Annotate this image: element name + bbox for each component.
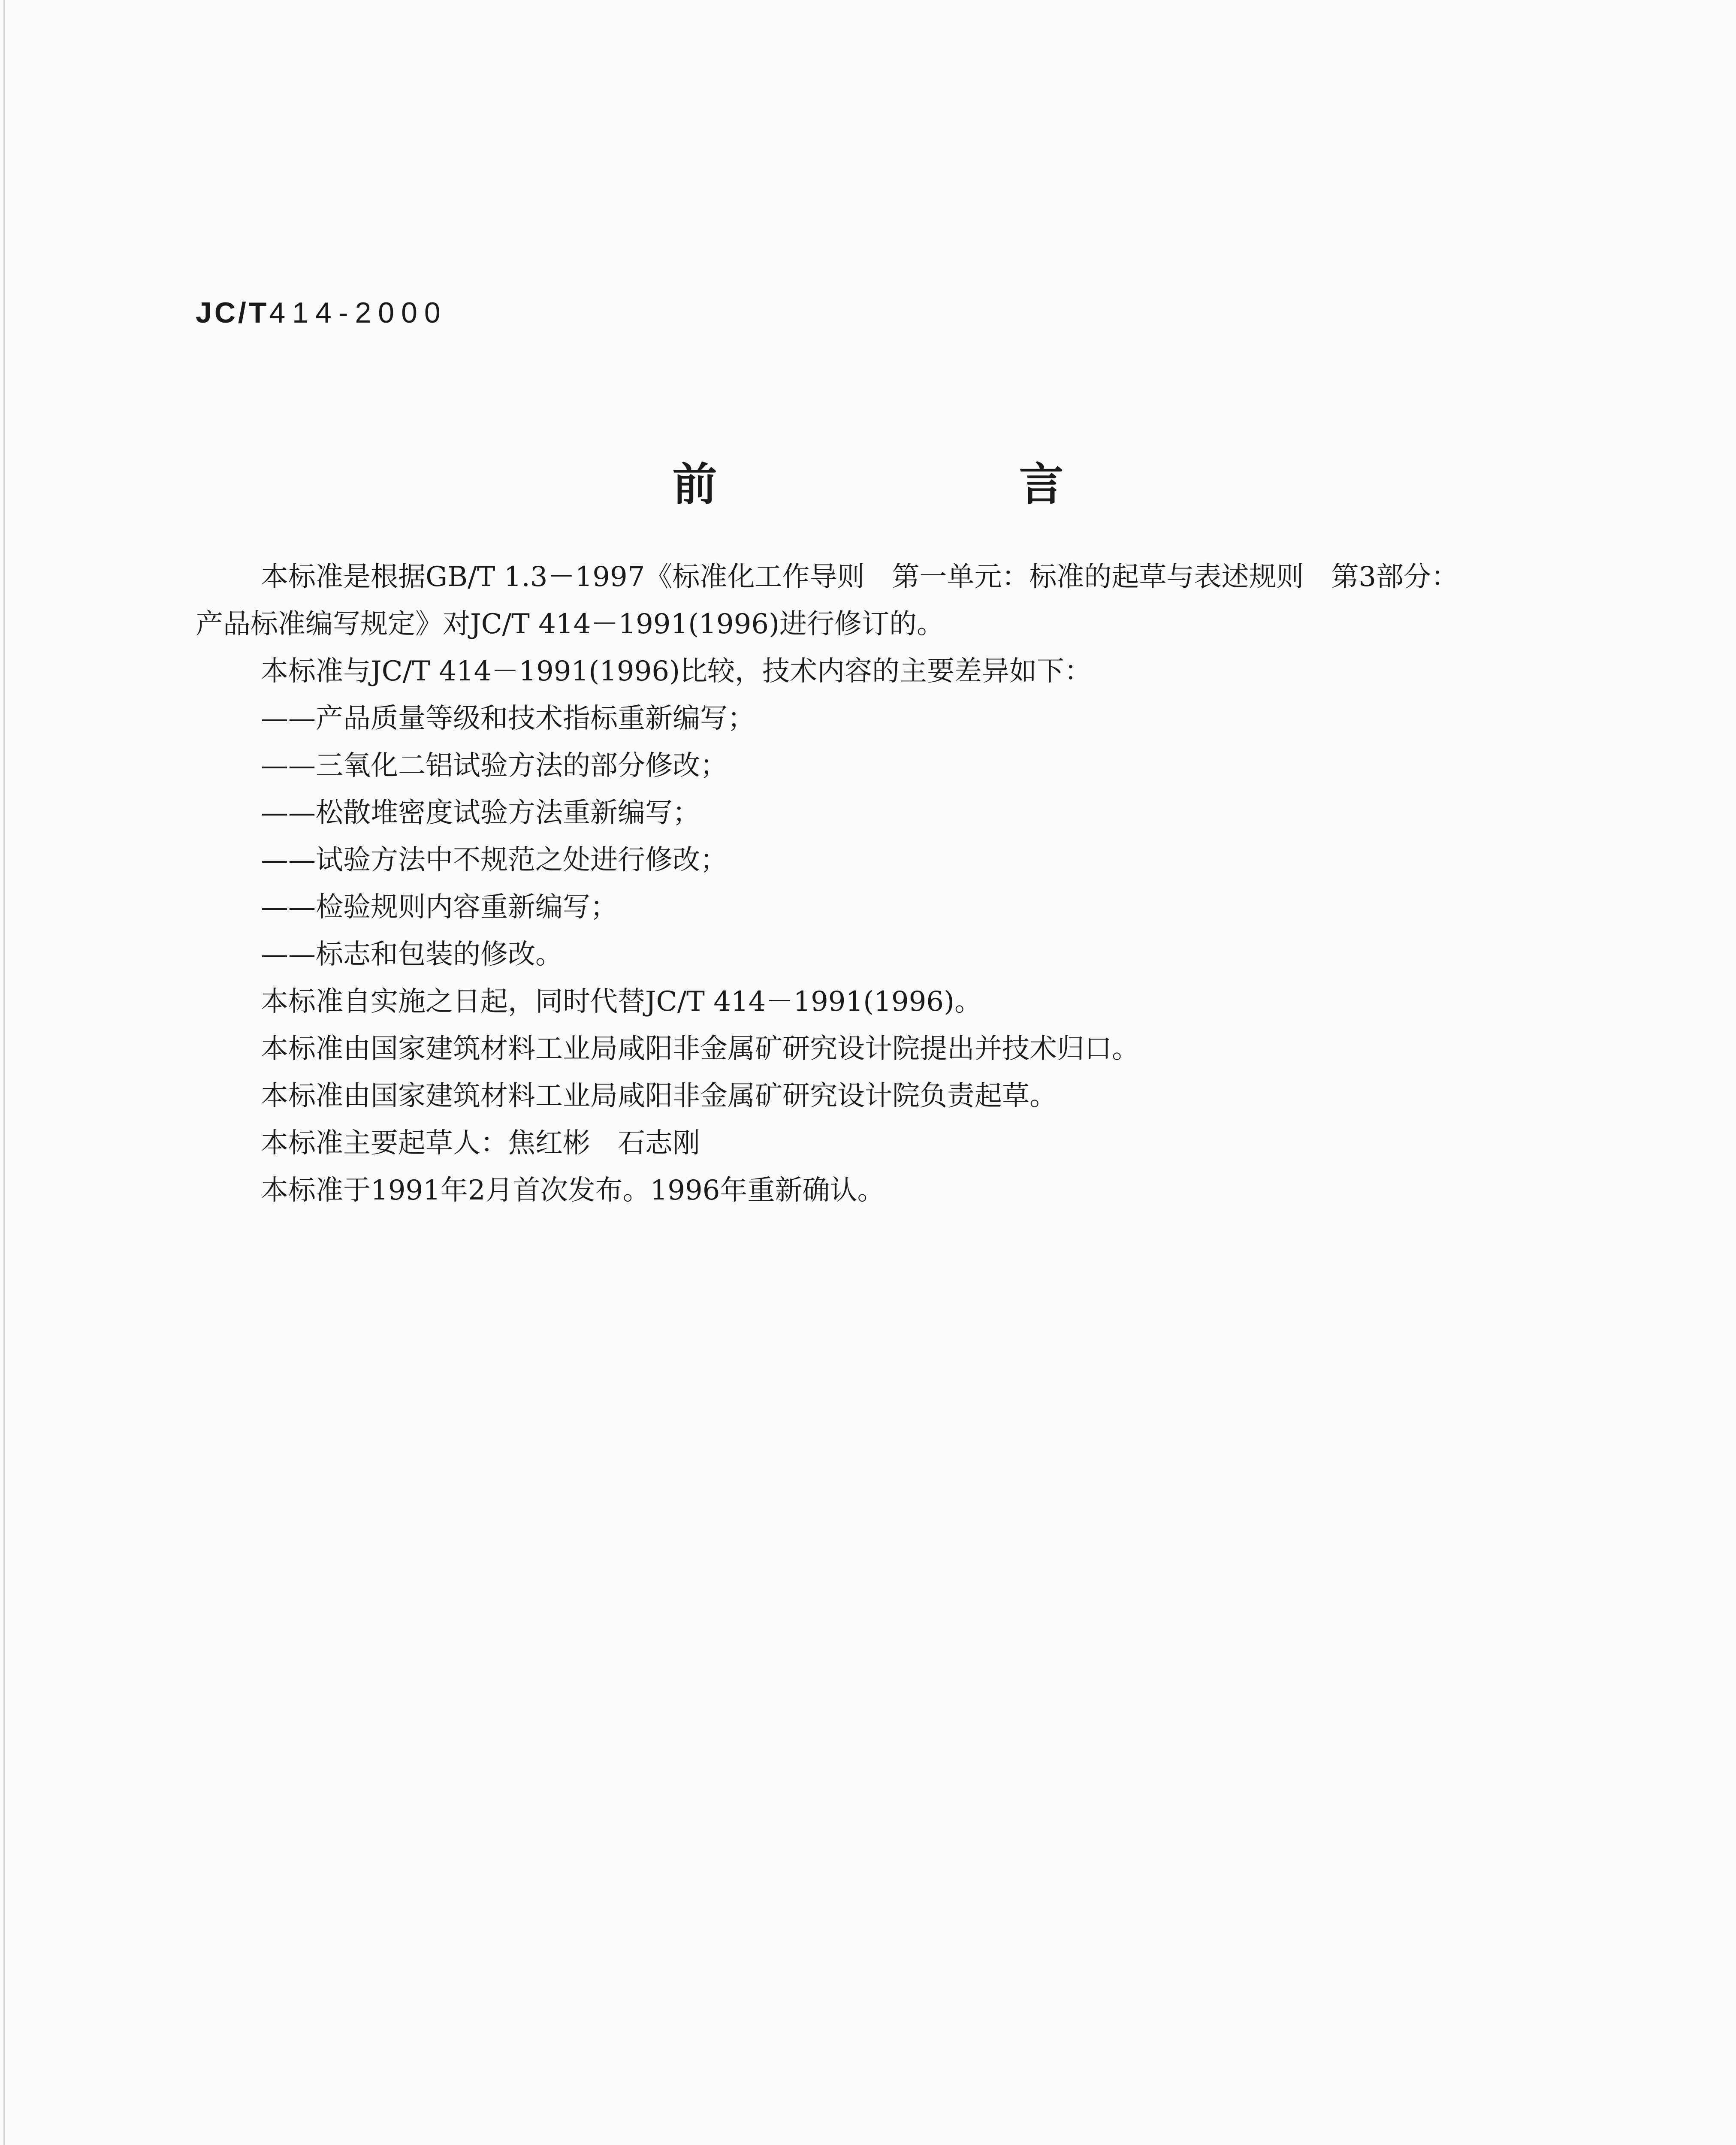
paragraph: 本标准于1991年2月首次发布。1996年重新确认。: [261, 1175, 885, 1206]
paragraph: 本标准与JC/T 414－1991(1996)比较，技术内容的主要差异如下：: [261, 656, 1092, 687]
paragraph-continuation: 产品标准编写规定》对JC/T 414－1991(1996)进行修订的。: [196, 608, 945, 640]
list-item: ——检验规则内容重新编写；: [261, 891, 618, 923]
standard-code: [196, 296, 447, 329]
list-item: ——三氧化二铝试验方法的部分修改；: [261, 750, 728, 782]
list-item: ——产品质量等级和技术指标重新编写；: [261, 703, 755, 734]
list-item: ——试验方法中不规范之处进行修改；: [261, 844, 728, 876]
page-title: 前 言: [672, 458, 1193, 511]
paragraph: 本标准由国家建筑材料工业局咸阳非金属矿研究设计院负责起草。: [261, 1080, 1057, 1112]
standard-code-number: 414-2000: [269, 296, 447, 329]
paragraph: 本标准主要起草人：焦红彬 石志刚: [261, 1127, 700, 1159]
foreword-body: [196, 553, 1564, 1214]
paragraph: 本标准是根据GB/T 1.3－1997《标准化工作导则 第一单元：标准的起草与表述规则 第3部分：: [261, 561, 1459, 593]
page-edge: [3, 0, 5, 2145]
paragraph: 本标准自实施之日起，同时代替JC/T 414－1991(1996)。: [261, 986, 982, 1018]
paragraph: 本标准由国家建筑材料工业局咸阳非金属矿研究设计院提出并技术归口。: [261, 1033, 1139, 1065]
list-item: ——标志和包装的修改。: [261, 939, 563, 970]
standard-code-prefix: JC/T: [196, 296, 269, 329]
list-item: ——松散堆密度试验方法重新编写；: [261, 797, 700, 829]
